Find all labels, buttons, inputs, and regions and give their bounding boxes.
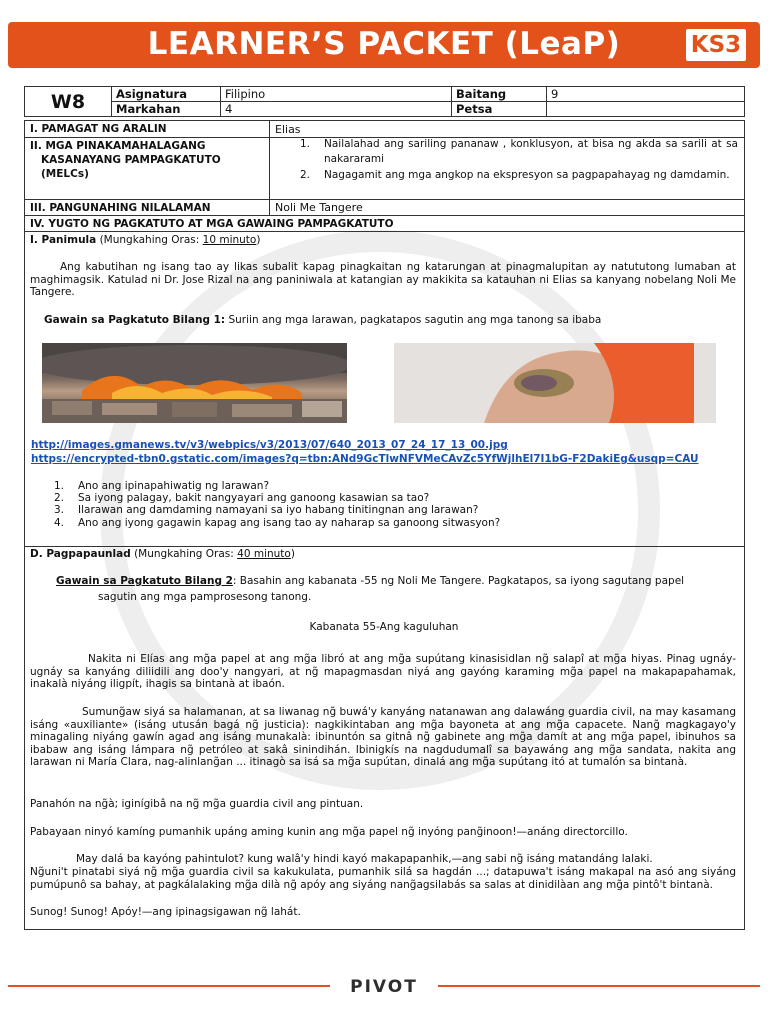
story-paragraph-3: Panahón na ng̃à; iginígibâ na ng̃ mg̃a guardia civil ang pintuan. [30, 798, 364, 810]
baitang-value: 9 [547, 87, 745, 102]
gawain1-text: Suriin ang mga larawan, pagkatapos sagutin ang mga tanong sa ibaba [228, 314, 602, 326]
asignatura-label: Asignatura [112, 87, 221, 102]
fire-illustration [42, 343, 347, 423]
pagpapaunlad-oras-suffix: ) [290, 548, 295, 560]
pivot-logo [330, 975, 438, 999]
petsa-value [547, 102, 745, 117]
pamagat-value: Elias [275, 123, 301, 136]
header-banner [8, 22, 760, 68]
melc-number: 2. [300, 169, 311, 181]
story-paragraph-5b: Ng̃uni't pinatabi siyá ng̃ mg̃a guardia civil sa kakukulata, pumanhik silá sa hagdán ...; datapuwa't isáng makapal na asó ang siyáng pumúpunô sa bahay, at pagkálalaking mg̃a dilà ng̃ apóy ang siyáng nang̃agsilabás sa salas at dinidilàan ang mg̃a pintô't bintanà. [30, 866, 736, 891]
source-link-2-wrap [31, 453, 743, 466]
story-paragraph-2: Sumung̃aw siyá sa halamanan, at sa liwanag ng̃ buwá'y kanyáng natanawan ang dalawáng guardia civil, na may kasamang isáng «auxiliante» (isáng utusán bagá ng̃ justicia): nagkikintaban ang mg̃a bayoneta at ang mg̃a capacete. Nang̃ magkagayo'y minagaling niyáng gawín agad ang isáng munakalà: ibinuntón sa gitnâ ng̃ gabinete ang mg̃a damít at ang mg̃a papel, ibinuhos sa ibabaw ang isáng lámpara ng̃ petróleo at sakâ sinindihán. Ibinigkís na nagdudumalî sa bayawáng ang mg̃a sandata, nakita ang larawan ni María Clara, nag-alinlang̃an ... itinagò sa isá sa mg̃a supútan, dinalá ang mg̃a supútang itó at tumalón sa bintanà. [30, 706, 736, 768]
panimula-heading: I. Panimula [30, 234, 97, 246]
source-link-1-wrap [31, 439, 743, 452]
melc-number: 1. [300, 138, 311, 150]
markahan-value: 4 [221, 102, 452, 117]
nilalaman-label: III. PANGUNAHING NILALAMAN [30, 202, 211, 214]
gawain2-label: Gawain sa Pagkatuto Bilang 2 [56, 575, 233, 587]
story-paragraph-4: Pabayaan ninyó kamíng pumanhik upáng aming kunin ang mg̃a papel ng̃ inyóng pang̃inoon!—anáng directorcillo. [30, 826, 628, 838]
pagpapaunlad-heading: D. Pagpapaunlad [30, 548, 131, 560]
melc-item [300, 137, 738, 167]
panimula-oras-prefix: (Mungkahing Oras: [99, 234, 203, 246]
gawain1-line [44, 314, 734, 327]
question-item: 4. Ano ang iyong gagawin kapag ang isang tao ay naharap sa ganoong sitwasyon? [54, 516, 501, 529]
nilalaman-row [24, 199, 745, 215]
baitang-label: Baitang [452, 87, 547, 102]
pamagat-label: I. PAMAGAT NG ARALIN [30, 123, 167, 135]
story-paragraph-1: Nakita ni Elías ang mg̃a papel at ang mg̃a libró at ang mg̃a supútang kinasisidlan ng̃ salapî at mg̃a hiyas. Pinag ugnáy-ugnáy sa kanyáng diliidili ang doo'y nangyari, at ng̃ mapagmasdan niyá ang gayóng karaming mg̃a papel na makapapahamak, inakalà niyáng iligpít, ihagis sa bintanà at ibaón. [30, 653, 736, 690]
yugto-row [24, 215, 745, 231]
melc-item [300, 168, 738, 198]
question-item: 2. Sa iyong palagay, bakit nangyayari ang ganoong kasawian sa tao? [54, 492, 430, 505]
gawain2-text: : Basahin ang kabanata -55 ng Noli Me Tangere. Pagkatapos, sa iyong sagutang papel [232, 575, 685, 587]
melc-text: Nagagamit ang mga angkop na ekspresyon sa pagpapahayag ng damdamin. [324, 169, 730, 181]
bruise-photo [394, 343, 716, 423]
asignatura-value: Filipino [221, 87, 452, 102]
question-text: Sa iyong palagay, bakit nangyayari ang ganoong kasawian sa tao? [78, 492, 430, 505]
melc-text: Nailalahad ang sariling pananaw , konklusyon, at bisa ng akda sa sarili at sa nakararami [324, 138, 738, 165]
melcs-list [300, 137, 738, 199]
melcs-label-1: II. MGA PINAKAMAHALAGANG [30, 140, 206, 152]
gawain2-line [56, 575, 736, 588]
question-text: Ano ang iyong gagawin kapag ang isang tao ay naharap sa ganoong sitwasyon? [78, 516, 501, 529]
markahan-label: Markahan [112, 102, 221, 117]
source-link-1[interactable]: http://images.gmanews.tv/v3/webpics/v3/2013/07/640_2013_07_24_17_13_00.jpg [31, 439, 508, 451]
panimula-heading-line [30, 234, 730, 247]
kabanata-title: Kabanata 55-Ang kaguluhan [309, 621, 459, 633]
question-item: 3. Ilarawan ang damdaming namayani sa iyo habang tinitingnan ang larawan? [54, 504, 479, 517]
pagpapaunlad-oras-prefix: (Mungkahing Oras: [134, 548, 238, 560]
banner-title: LEARNER’S PACKET (LeaP) [147, 26, 621, 62]
source-link-2[interactable]: https://encrypted-tbn0.gstatic.com/images?q=tbn:ANd9GcTlwNFVMeCAvZc5YfWjlhEl7I1bG-F2DakiEg&usqp=CAU [31, 453, 699, 465]
week-label: W8 [25, 87, 112, 117]
pagpapaunlad-heading-line [30, 548, 730, 561]
pivot-logo-text: PIVOT [350, 977, 418, 997]
question-item: 1. Ano ang ipinapahiwatig ng larawan? [54, 480, 270, 492]
gawain1-label: Gawain sa Pagkatuto Bilang 1: [44, 314, 226, 326]
question-text: Ano ang ipinapahiwatig ng larawan? [78, 480, 270, 492]
panimula-oras-suffix: ) [256, 234, 261, 246]
pagpapaunlad-oras: 40 minuto [237, 548, 291, 560]
pamagat-row [24, 120, 745, 137]
header-table [24, 86, 745, 117]
question-text: Ilarawan ang damdaming namayani sa iyo habang tinitingnan ang larawan? [78, 504, 479, 517]
ks3-badge: KS3 [686, 29, 746, 61]
panimula-paragraph: Ang kabutihan ng isang tao ay likas subalit kapag pinagkaitan ng katarungan at pinagmalupitan ay natututong lumaban at maghimagsik. Katulad ni Dr. Jose Rizal na ang paniniwala at katangian ay makikita sa katauhan ni Elias sa kanyang nobelang Noli Me Tangere. [30, 261, 736, 298]
story-paragraph-6: Sunog! Sunog! Apóy!—ang ipinagsigawan ng̃ lahát. [30, 906, 301, 918]
section-divider [269, 120, 270, 215]
melcs-label-3: (MELCs) [41, 168, 89, 180]
bruise-illustration [394, 343, 716, 423]
questions-list [54, 480, 734, 529]
petsa-label: Petsa [452, 102, 547, 117]
yugto-label: IV. YUGTO NG PAGKATUTO AT MGA GAWAING PAMPAGKATUTO [30, 218, 394, 230]
fire-photo [42, 343, 347, 423]
gawain2-text-2: sagutin ang mga pamprosesong tanong. [98, 591, 312, 603]
melcs-label-2: KASANAYANG PAMPAGKATUTO [41, 154, 221, 166]
story-paragraph-5a: May dalá ba kayóng pahintulot? kung walâ'y hindi kayó makapapanhik,—ang sabi ng̃ isáng matandáng lalaki. [76, 853, 653, 865]
panimula-oras: 10 minuto [202, 234, 257, 246]
nilalaman-value: Noli Me Tangere [275, 201, 363, 214]
